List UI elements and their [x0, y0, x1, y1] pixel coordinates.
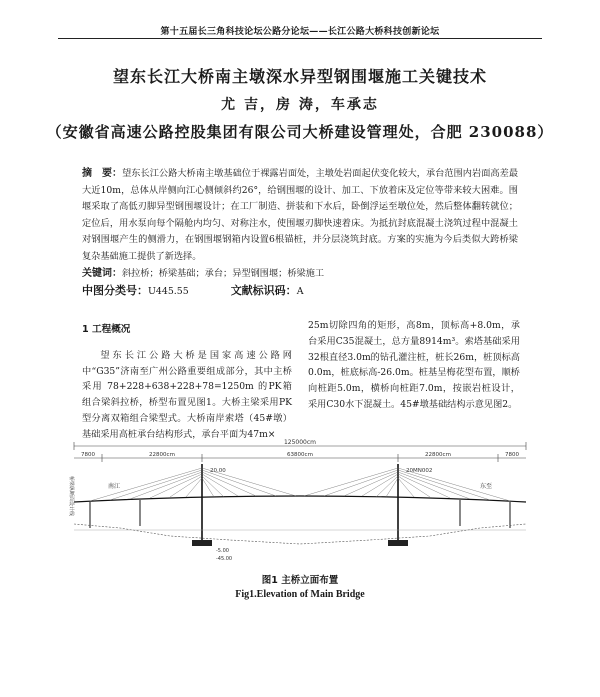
- elevation-label: -45.00: [216, 556, 233, 562]
- span-label: 7800: [505, 452, 519, 458]
- paper-title: 望东长江大桥南主墩深水异型钢围堰施工关键技术: [112, 67, 487, 86]
- south-bank-label: 南江: [108, 483, 121, 490]
- figure-caption-en: Fig1.Elevation of Main Bridge: [235, 589, 365, 600]
- south-tower-foundation: [192, 540, 212, 546]
- classification: [82, 283, 518, 300]
- body-paragraph-right: 25m切除四角的矩形，高8m，顶标高+8.0m，承台采用C35混凝土，总方量8914m³。索塔基础采用32根直径3.0m的钻孔灌注桩，桩长26m，桩顶标高0.0m，桩底标高-26.0m。桩基呈梅花型布置，顺桥向桩距5.0m，横桥向桩距7.0m，按嵌岩桩设计，采用C30水下混凝土。45#墩基础结构示意见图2。: [308, 320, 520, 410]
- body-left-column: [82, 322, 292, 443]
- clc-label: 中图分类号：: [82, 284, 148, 297]
- span-label: 63800cm: [287, 452, 313, 458]
- elevation-axis-label: 桥梁纵断面设计线: [68, 476, 74, 517]
- paper-authors: 尤 吉，房 涛，车承志: [221, 97, 379, 113]
- bridge-elevation-figure: [60, 436, 540, 566]
- keywords-text: 斜拉桥；桥梁基础；承台；异型钢围堰；桥梁施工: [122, 268, 325, 279]
- clc-value: U445.55: [148, 286, 189, 297]
- span-label: 7800: [81, 452, 95, 458]
- abstract: [82, 166, 518, 266]
- north-tower-foundation: [388, 540, 408, 546]
- keywords-label: 关键词：: [82, 268, 122, 279]
- overall-dimension-label: 125000cm: [283, 439, 317, 446]
- span-label: 22800cm: [425, 452, 451, 458]
- section-title: 1 工程概况: [82, 324, 131, 335]
- elevation-label: -5.00: [216, 548, 229, 554]
- tower-left-label: 20.00: [210, 468, 226, 474]
- running-header: 第十五届长三角科技论坛公路分论坛——长江公路大桥科技创新论坛: [160, 27, 440, 37]
- span-label: 22800cm: [149, 452, 175, 458]
- ground-profile: [74, 524, 526, 544]
- paper-affiliation: （安徽省高速公路控股集团有限公司大桥建设管理处，合肥 230088）: [46, 123, 554, 141]
- body-paragraph-left: 望东长江公路大桥是国家高速公路网中“G35”济南至广州公路重要组成部分，其中主桥采用 78+228+638+228+78=1250m 的PK箱组合梁斜拉桥，桥型布置见图1。大桥主梁采用PK型分离双箱组合梁型式。大桥南岸索塔（45#墩）基础采用高桩承台结构形式，承台平面为47m×: [82, 349, 292, 440]
- north-bank-label: 东至: [480, 483, 493, 490]
- keywords: [82, 266, 518, 282]
- abstract-text: 望东长江公路大桥南主墩基础位于裸露岩面处，主墩处岩面起伏变化较大，承台范围内岩面高差最大近10m，总体从岸侧向江心侧倾斜约26°，给钢围堰的设计、加工、下放着床及定位等带来较大困难。围堰采取了高低刃脚异型钢围堰设计；在工厂制造、拼装和下水后，卧倒浮运至墩位处，然后整体翻转就位；定位后，用水泵向每个隔舱内均匀、对称注水，使围堰刃脚快速着床。为抵抗封底混凝土浇筑过程中混凝土对钢围堰产生的侧滑力，在钢围堰钢箱内设置6根锚桩，并分层浇筑封底。方案的实施为今后类似大跨桥梁复杂基础施工提供了新选择。: [82, 168, 519, 262]
- body-right-column: [308, 318, 520, 413]
- doc-code-label: 文献标识码：: [230, 284, 297, 297]
- abstract-label: 摘 要：: [82, 168, 123, 179]
- doc-code-value: A: [296, 286, 304, 297]
- header-divider: [58, 38, 542, 39]
- bridge-deck: [74, 496, 526, 502]
- figure-caption-cn: 图1 主桥立面布置: [261, 575, 339, 586]
- tower-right-label: 20MN002: [406, 468, 433, 474]
